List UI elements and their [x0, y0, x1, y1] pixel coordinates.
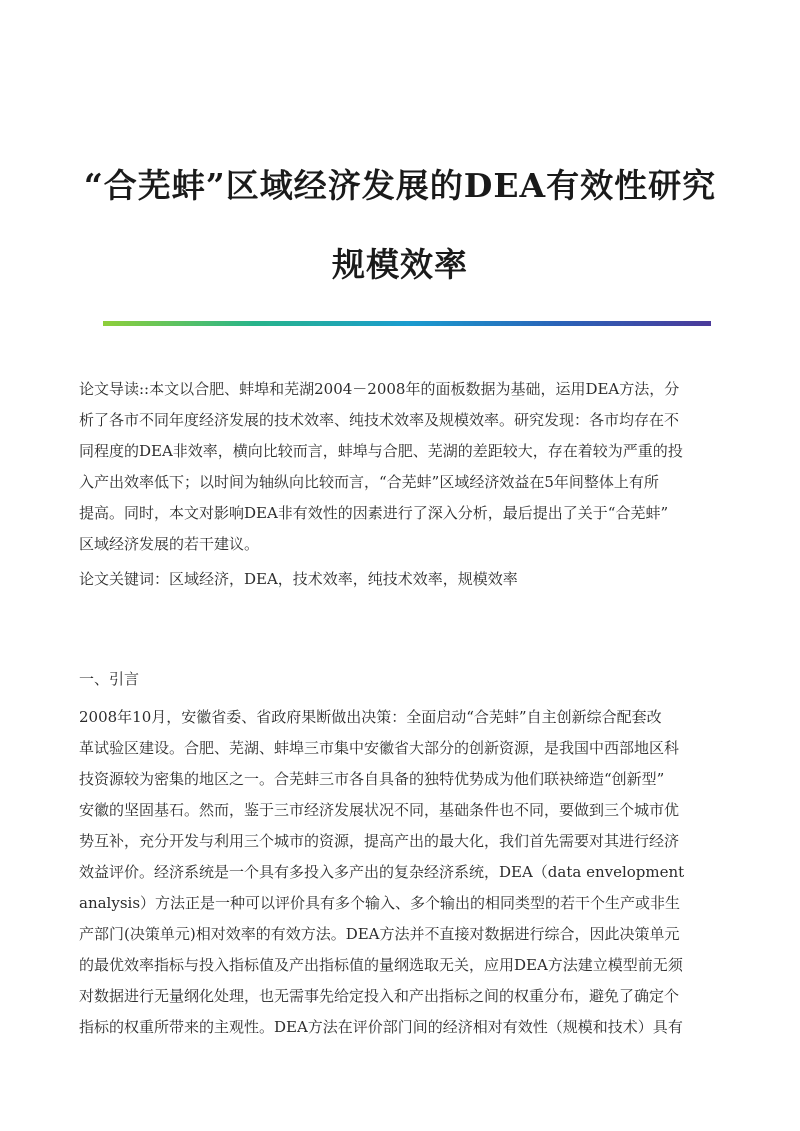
abstract-line: 入产出效率低下；以时间为轴纵向比较而言，“合芜蚌”区域经济效益在5年间整体上有所	[79, 473, 659, 491]
document-subtitle: 规模效率	[332, 245, 468, 284]
body-line: 2008年10月，安徽省委、省政府果断做出决策：全面启动“合芜蚌”自主创新综合配套改	[79, 708, 662, 726]
abstract-line: 析了各市不同年度经济发展的技术效率、纯技术效率及规模效率。研究发现：各市均存在不	[79, 411, 680, 429]
abstract-line: 提高。同时，本文对影响DEA非有效性的因素进行了深入分析，最后提出了关于“合芜蚌”	[79, 504, 669, 522]
body-line: 势互补，充分开发与利用三个城市的资源，提高产出的最大化，我们首先需要对其进行经济	[79, 832, 680, 850]
keywords: 论文关键词：区域经济，DEA，技术效率，纯技术效率，规模效率	[79, 570, 518, 588]
body-line: 安徽的坚固基石。然而，鉴于三市经济发展状况不同，基础条件也不同，要做到三个城市优	[79, 801, 680, 819]
title-divider	[103, 321, 711, 326]
abstract-line: 论文导读::本文以合肥、蚌埠和芜湖2004－2008年的面板数据为基础，运用DEA方法，分	[79, 380, 680, 398]
body-line: 的最优效率指标与投入指标值及产出指标值的量纲选取无关，应用DEA方法建立模型前无须	[79, 956, 683, 974]
section-heading: 一、引言	[79, 670, 140, 688]
abstract-line: 区域经济发展的若干建议。	[79, 535, 260, 553]
abstract-line: 同程度的DEA非效率，横向比较而言，蚌埠与合肥、芜湖的差距较大，存在着较为严重的投	[79, 442, 683, 460]
body-paragraph	[79, 702, 725, 1043]
document-title: “合芜蚌”区域经济发展的DEA有效性研究	[83, 166, 717, 205]
body-line: analysis）方法正是一种可以评价具有多个输入、多个输出的相同类型的若干个生产或非生	[79, 894, 681, 912]
body-line: 产部门(决策单元)相对效率的有效方法。DEA方法并不直接对数据进行综合，因此决策单元	[79, 925, 680, 943]
body-line: 指标的权重所带来的主观性。DEA方法在评价部门间的经济相对有效性（规模和技术）具有	[79, 1018, 683, 1036]
body-line: 革试验区建设。合肥、芜湖、蚌埠三市集中安徽省大部分的创新资源，是我国中西部地区科	[79, 739, 680, 757]
abstract	[79, 374, 725, 560]
body-line: 效益评价。经济系统是一个具有多投入多产出的复杂经济系统，DEA（data envelopment	[79, 863, 685, 881]
body-line: 对数据进行无量纲化处理，也无需事先给定投入和产出指标之间的权重分布，避免了确定个	[79, 987, 680, 1005]
body-line: 技资源较为密集的地区之一。合芜蚌三市各自具备的独特优势成为他们联袂缔造“创新型”	[79, 770, 665, 788]
